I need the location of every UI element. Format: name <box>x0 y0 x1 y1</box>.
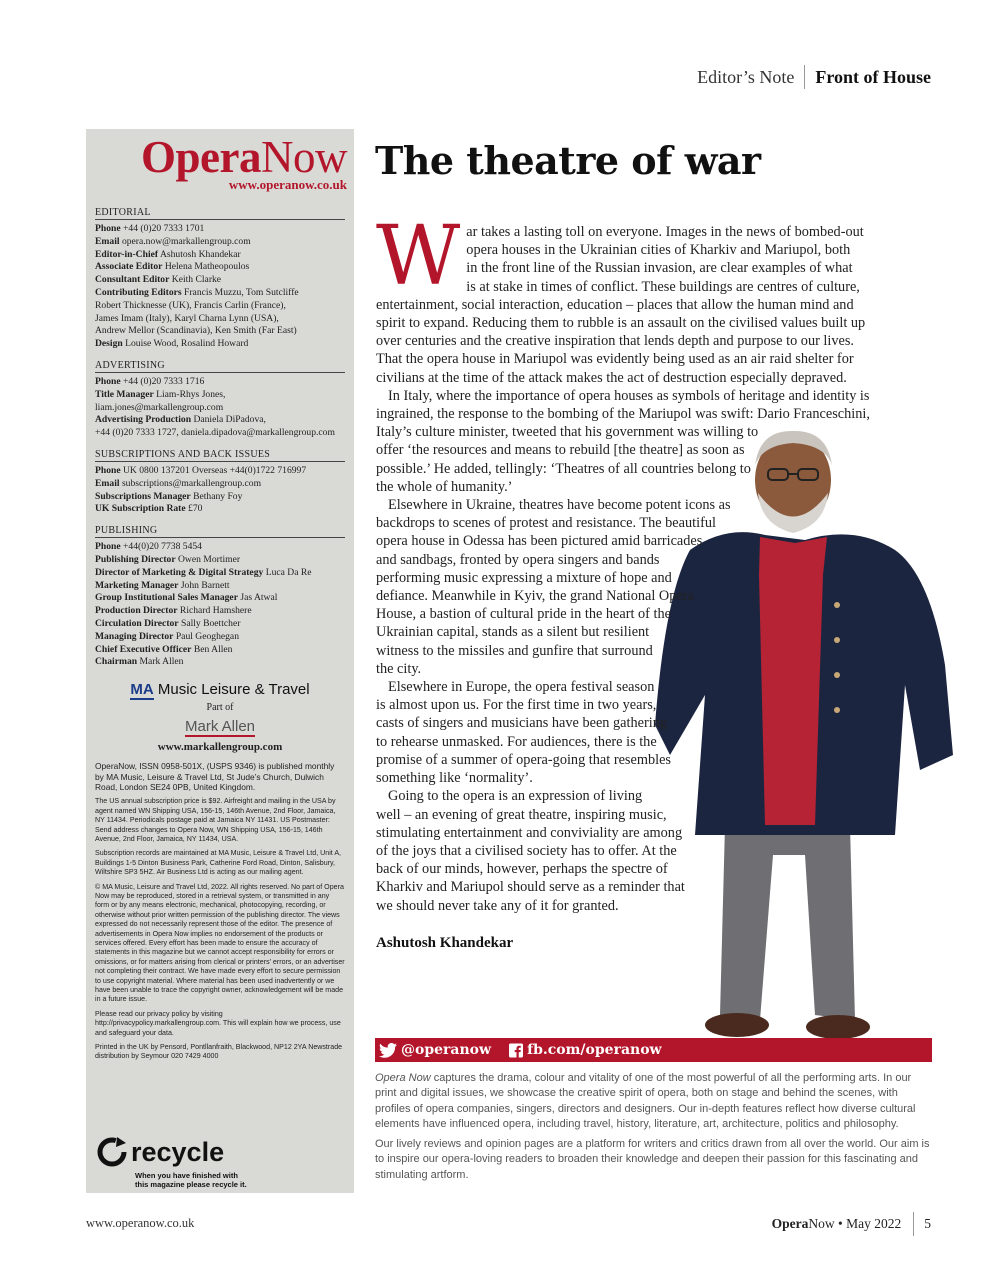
article-line: Going to the opera is an expression of living <box>388 788 643 805</box>
twitter-handle: @operanow <box>401 1042 492 1058</box>
article-title: The theatre of war <box>375 138 761 183</box>
credit-role: Chief Executive Officer <box>95 643 192 655</box>
credit-value: Daniela DiPadova, <box>193 414 266 426</box>
article-line: to rehearse unmasked. For audiences, there is the <box>376 733 657 750</box>
credit-value: John Barnett <box>180 579 230 591</box>
credit-role: Phone <box>95 223 121 234</box>
article-line: is almost upon us. For the first time in two years, <box>376 697 657 714</box>
editorial-credit-line <box>95 249 345 262</box>
credit-role: UK Subscription Rate <box>95 503 186 515</box>
credit-role: Editor-in-Chief <box>95 248 159 260</box>
footer-opera: Opera <box>771 1216 809 1231</box>
credit-value: Owen Mortimer <box>177 553 241 565</box>
article-line: over centuries and the creative inspiration that lends depth and purpose to our lives. <box>376 333 855 350</box>
legal-paragraph: The US annual subscription price is $92. Airfreight and mailing in the USA by agent named WN Shipping USA, 156-15, 146th Avenue, 2nd Floor, Jamaica, NY 11434. Periodicals postage paid at Jamaica NY 11431. US Postmaster: Send address changes to Opera Now, WN Shipping USA, 156-15, 146th Avenue, 2nd Floor, Jamaica, NY 11434, USA. <box>95 797 336 843</box>
advertising-credit-line <box>95 376 345 389</box>
legal-paragraph: Subscription records are maintained at MA Music, Leisure & Travel Ltd, Unit A, Buildings 1-5 Dinton Business Park, Catherine Ford Road, Dinton, Salisbury, Wiltshire SP3 5HZ. Air Business Ltd is acting as our mailing agent. <box>95 849 342 877</box>
article-body <box>376 209 916 915</box>
credit-value: +44 (0)20 7333 1727, daniela.dipadova@markallengroup.com <box>95 427 335 439</box>
drop-cap: W <box>376 209 461 304</box>
credit-role: Marketing Manager <box>95 579 179 591</box>
article-line: is at stake in times of conflict. These buildings are centres of culture, <box>466 278 860 295</box>
credit-value: Richard Hamshere <box>179 605 252 617</box>
footer-url[interactable]: www.operanow.co.uk <box>86 1216 195 1230</box>
editorial-credit-line <box>95 338 345 351</box>
section-label: Editor’s Note <box>697 66 795 87</box>
recycle-notice <box>95 1135 247 1189</box>
credit-value: Louise Wood, Rosalind Howard <box>125 338 249 350</box>
editorial-credit-line <box>95 325 345 338</box>
credit-role: Managing Director <box>95 630 174 642</box>
credit-role: Phone <box>95 464 121 476</box>
advertising-credit-line <box>95 402 345 415</box>
article-line: Elsewhere in Europe, the opera festival season <box>388 679 655 696</box>
article-line: Italy’s culture minister, tweeted that his government was willing to <box>376 424 759 441</box>
ma-music-logo: MA Music Leisure & Travel <box>130 681 310 699</box>
mark-allen-logo: Mark Allen <box>184 718 256 736</box>
article-line: ingrained, the response to the bombing of the Mariupol was swift: Dario Franceschini, <box>376 406 870 423</box>
credit-value: £70 <box>188 503 203 515</box>
advertising-credit-line <box>95 389 345 402</box>
credit-value: Sally Boettcher <box>180 617 241 629</box>
publishing-credit-line <box>95 554 345 567</box>
header-divider <box>804 65 805 89</box>
publishing-credit-line <box>95 618 345 631</box>
editorial-heading: EDITORIAL <box>95 207 345 220</box>
editorial-credit-line <box>95 313 345 326</box>
publishing-list <box>95 541 345 669</box>
credit-role: Phone <box>95 541 121 553</box>
credit-value: Mark Allen <box>139 656 184 668</box>
editorial-credit-line <box>95 223 345 236</box>
article-line: we should never take any of it for granted. <box>376 897 619 914</box>
editorial-credit-line <box>95 287 345 300</box>
article-line: witness to the missiles and gunfire that surround <box>376 642 653 659</box>
credit-role: Director of Marketing & Digital Strategy <box>95 566 264 578</box>
article-line: the city. <box>376 660 422 677</box>
publisher-block <box>95 681 345 753</box>
part-of-label: Part of <box>206 702 234 714</box>
credit-value: Jas Atwal <box>240 592 278 604</box>
article-line: House, a bastion of cultural pride in the heart of the <box>376 606 671 623</box>
facebook-link[interactable] <box>509 1042 662 1058</box>
article-line: performing music expressing a mixture of hope and <box>376 569 672 586</box>
credit-value: +44(0)20 7738 5454 <box>123 541 202 553</box>
mark-allen-url: www.markallengroup.com <box>157 741 283 754</box>
subscriptions-list <box>95 465 345 516</box>
article-line: of the joys that a civilised society has to offer. At the <box>376 842 677 859</box>
article-line: opera houses in the Ukrainian cities of Kharkiv and Mariupol, both <box>466 242 851 259</box>
article-line: ar takes a lasting toll on everyone. Images in the news of bombed-out <box>466 224 864 240</box>
logo-opera: Opera <box>141 132 261 182</box>
article-line: the whole of humanity.’ <box>376 478 513 495</box>
recycle-word: recycle <box>131 1137 225 1167</box>
credit-value: Helena Matheopoulos <box>164 261 250 273</box>
credit-role: Phone <box>95 375 121 387</box>
credit-value: subscriptions@markallengroup.com <box>121 477 262 489</box>
page-section-title: Front of House <box>815 66 931 87</box>
credit-value: Andrew Mellor (Scandinavia), Ken Smith (Far East) <box>95 325 297 337</box>
facebook-icon <box>509 1043 523 1058</box>
publishing-credit-line <box>95 656 345 669</box>
running-header <box>697 64 931 90</box>
article-line: back of our minds, however, perhaps the spectre of <box>376 861 668 878</box>
article-line: spirit to expand. Reducing them to rubble is an assault on the civilised values built up <box>376 315 866 332</box>
recycle-instruction: When you have finished with this magazine please recycle it. <box>135 1171 247 1189</box>
credit-role: Advertising Production <box>95 414 192 426</box>
credit-role: Chairman <box>95 656 138 668</box>
publishing-heading: PUBLISHING <box>95 525 345 538</box>
credit-value: UK 0800 137201 Overseas +44(0)1722 716997 <box>123 464 307 476</box>
credit-value: Ashutosh Khandekar <box>159 248 241 260</box>
subscriptions-credit-line <box>95 491 345 504</box>
publishing-credit-line <box>95 644 345 657</box>
credit-value: James Imam (Italy), Karyl Charna Lynn (USA), <box>95 312 279 324</box>
credit-role: Circulation Director <box>95 617 179 629</box>
article-line: In Italy, where the importance of opera houses as symbols of heritage and identity is <box>388 387 870 404</box>
credit-value: Paul Geoghegan <box>175 630 239 642</box>
credit-role: Group Institutional Sales Manager <box>95 592 238 604</box>
twitter-link[interactable] <box>379 1042 491 1058</box>
article-line: casts of singers and musicians have been gathering <box>376 715 668 732</box>
publishing-credit-line <box>95 605 345 618</box>
article-line: offer ‘the resources and means to rebuild [the theatre] as soon as <box>376 442 745 459</box>
legal-paragraph: OperaNow, ISSN 0958-501X, (USPS 9346) is published monthly by MA Music, Leisure & Travel Ltd, St Jude’s Church, Dulwich Road, London SE24 0PB, United Kingdom. <box>95 761 335 792</box>
credit-value: Robert Thicknesse (UK), Francis Carlin (France), <box>95 299 286 311</box>
facebook-url: fb.com/operanow <box>527 1042 662 1058</box>
credit-value: liam.jones@markallengroup.com <box>95 401 224 413</box>
article-author: Ashutosh Khandekar <box>376 935 514 951</box>
publishing-credit-line <box>95 580 345 593</box>
article-line: entertainment, social interaction, education – places that allow the human mind and <box>376 296 854 313</box>
article-line: defiance. Meanwhile in Kyiv, the grand National Opera <box>376 588 694 605</box>
about-paragraph-1: Opera Now captures the drama, colour and vitality of one of the most powerful of all the performing arts. In our print and digital issues, we showcase the creative spirit of opera, both on stage and behind the scenes, with profiles of opera companies, singers, directors and designers. Our in-depth features reflect how diverse cultural elements have influenced opera, including travel, history, literature, art, architecture, politics and philosophy. <box>375 1072 916 1130</box>
article-line: Ukrainian capital, stands as a silent but resilient <box>376 624 650 641</box>
article-line: That the opera house in Mariupol was evidently being used as an air raid shelter for <box>376 351 854 368</box>
recycle-icon <box>95 1135 129 1169</box>
legal-text <box>95 761 345 1062</box>
publishing-credit-line <box>95 592 345 605</box>
advertising-heading: ADVERTISING <box>95 360 345 373</box>
article-line: in the front line of the Russian invasion, are clear examples of what <box>466 260 853 277</box>
publishing-credit-line <box>95 631 345 644</box>
twitter-icon <box>379 1043 397 1058</box>
advertising-credit-line <box>95 427 345 440</box>
opera-now-logo <box>95 132 347 193</box>
credit-role: Consultant Editor <box>95 274 170 286</box>
credit-value: Francis Muzzu, Tom Sutcliffe <box>184 286 299 298</box>
legal-paragraph: Please read our privacy policy by visiting http://privacypolicy.markallengroup.com. This will explain how we process, use and safeguard your data. <box>95 1009 341 1037</box>
social-bar <box>375 1038 932 1062</box>
article-line: backdrops to scenes of protest and resistance. The beautiful <box>376 515 716 532</box>
logo-now: Now <box>261 132 347 182</box>
editorial-credit-line <box>95 261 345 274</box>
credit-value: +44 (0)20 7333 1701 <box>123 223 205 234</box>
article-line: well – an evening of great theatre, inspiring music, <box>376 806 667 823</box>
article-line: and sandbags, fronted by opera singers and bands <box>376 551 660 568</box>
footer-folio <box>772 1212 931 1236</box>
credit-value: +44 (0)20 7333 1716 <box>123 375 205 387</box>
credit-role: Email <box>95 235 120 247</box>
credit-value: opera.now@markallengroup.com <box>121 235 251 247</box>
masthead-sidebar <box>86 129 354 1193</box>
advertising-list <box>95 376 345 440</box>
about-opera-now <box>375 1071 935 1188</box>
advertising-credit-line <box>95 414 345 427</box>
credit-role: Contributing Editors <box>95 286 182 298</box>
credit-value: Keith Clarke <box>171 274 222 286</box>
editorial-credit-line <box>95 236 345 249</box>
logo-url: www.operanow.co.uk <box>228 177 347 192</box>
credit-role: Title Manager <box>95 388 154 400</box>
article-line: civilians at the time of the attack makes the act of destruction especially depraved. <box>376 369 847 386</box>
article-line: stimulating entertainment and conviviality are among <box>376 824 683 841</box>
article-line: Kharkiv and Mariupol should serve as a reminder that <box>376 879 685 896</box>
editorial-list <box>95 223 345 351</box>
publishing-credit-line <box>95 567 345 580</box>
page-number: 5 <box>924 1216 931 1231</box>
credit-role: Production Director <box>95 605 178 617</box>
editorial-credit-line <box>95 274 345 287</box>
credit-value: Luca Da Re <box>265 566 312 578</box>
article-line: possible.’ He added, tellingly: ‘Theatres of all countries belong to <box>376 460 751 477</box>
credit-role: Design <box>95 338 123 350</box>
article-line: something like ‘normality’. <box>376 770 533 787</box>
credit-value: Bethany Foy <box>193 490 243 502</box>
article-line: Elsewhere in Ukraine, theatres have become potent icons as <box>388 497 731 514</box>
footer-divider <box>913 1212 914 1236</box>
editorial-credit-line <box>95 300 345 313</box>
credit-value: Liam-Rhys Jones, <box>156 388 226 400</box>
about-paragraph-2: Our lively reviews and opinion pages are a platform for writers and critics drawn from all over the world. Our aim is to inspire our opera-loving readers to broaden their knowledge and deepen their passion for this fascinating and stimulating artform. <box>375 1138 930 1181</box>
credit-role: Subscriptions Manager <box>95 490 191 502</box>
credit-value: Ben Allen <box>193 643 233 655</box>
publishing-credit-line <box>95 541 345 554</box>
subscriptions-credit-line <box>95 478 345 491</box>
article-lines <box>376 209 916 915</box>
subscriptions-heading: SUBSCRIPTIONS AND BACK ISSUES <box>95 449 345 462</box>
credit-role: Associate Editor <box>95 261 163 273</box>
credit-role: Publishing Director <box>95 553 176 565</box>
footer-now: Now <box>808 1216 835 1231</box>
credit-role: Email <box>95 477 120 489</box>
article-line: promise of a summer of opera-going that resembles <box>376 751 671 768</box>
legal-paragraph: Printed in the UK by Pensord, Pontllanfraith, Blackwood, NP12 2YA Newstrade distribution by Seymour 020 7429 4000 <box>95 1043 343 1061</box>
article-line: opera house in Odessa has been pictured amid barricades <box>376 533 703 550</box>
legal-paragraph: © MA Music, Leisure and Travel Ltd, 2022. All rights reserved. No part of Opera Now may be reproduced, stored in a retrieval system, or transmitted in any form or by any means electronic, mechanical, photocopying, recording, or otherwise without prior written permission of the publishing director. The views expressed do not necessarily represent those of the editor. The presence of advertisements in Opera Now implies no endorsement of the products or services offered. Every effort has been made to ensure the accuracy of statements in this magazine but we cannot accept responsibility for errors or omissions, or for matters arising from clerical or printers’ errors, or an advertiser not completing their contract. We have made every effort to secure permission to use copyright material. Where material has been used inadvertently or we have been unable to trace the copyright owner, acknowledgement will be made in a future issue. <box>95 882 345 1004</box>
subscriptions-credit-line <box>95 465 345 478</box>
subscriptions-credit-line <box>95 503 345 516</box>
footer-issue: • May 2022 <box>834 1216 902 1231</box>
